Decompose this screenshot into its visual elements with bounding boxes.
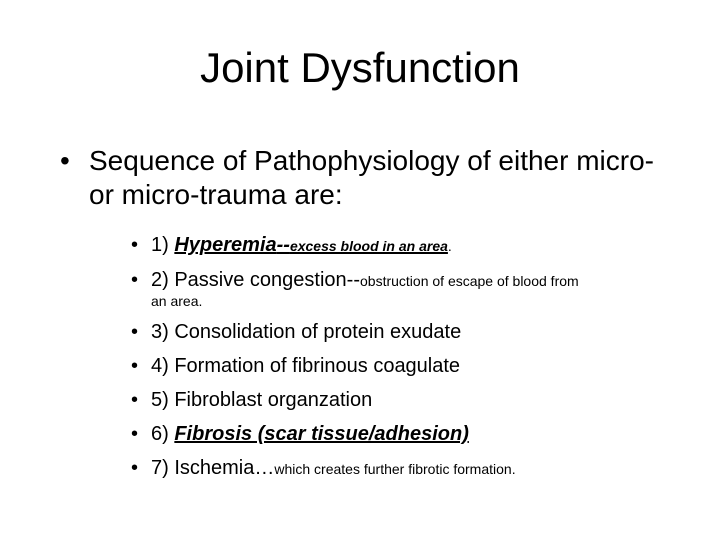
bullet-icon: • (131, 269, 139, 291)
list-item: • 7) Ischemia…which creates further fibrotic formation. (131, 451, 691, 486)
item-text: 4) Formation of fibrinous coagulate (151, 355, 461, 377)
main-bullet-text: Sequence of Pathophysiology of either micro- or micro-trauma are: (89, 145, 654, 210)
item-prefix: 7) Ischemia (151, 457, 255, 479)
bullet-icon: • (131, 389, 139, 411)
list-item: • 1) Hyperemia--excess blood in an area. (131, 228, 691, 263)
bullet-icon: • (131, 234, 139, 256)
main-bullet (60, 144, 680, 212)
pathophysiology-sequence-list (131, 228, 691, 486)
item-note-continued: an area. (151, 293, 203, 309)
list-item (131, 383, 691, 417)
item-text: 5) Fibroblast organzation (151, 389, 373, 411)
list-item: • 2) Passive congestion--obstruction of escape of blood from an area. (131, 263, 691, 315)
item-note: obstruction of escape of blood from (360, 273, 579, 289)
list-item (131, 349, 691, 383)
item-note: which creates further fibrotic formation. (274, 461, 516, 477)
bullet-icon: • (131, 355, 139, 377)
item-term: Passive congestion (174, 269, 347, 291)
slide-title: Joint Dysfunction (200, 44, 520, 91)
list-item (131, 315, 691, 349)
bullet-icon: • (131, 321, 139, 343)
item-prefix: 6) (151, 423, 175, 445)
item-text: 3) Consolidation of protein exudate (151, 321, 462, 343)
bullet-icon: • (131, 423, 139, 445)
bullet-icon: • (131, 457, 139, 479)
list-item (131, 417, 691, 451)
item-note: excess blood in an area (289, 238, 448, 254)
item-prefix: 2) (151, 269, 175, 291)
item-prefix: 1) (151, 234, 175, 256)
bullet-icon: • (60, 145, 70, 176)
item-term: Hyperemia--excess blood in an area (174, 234, 448, 256)
item-term: Fibrosis (scar tissue/adhesion) (174, 423, 469, 445)
